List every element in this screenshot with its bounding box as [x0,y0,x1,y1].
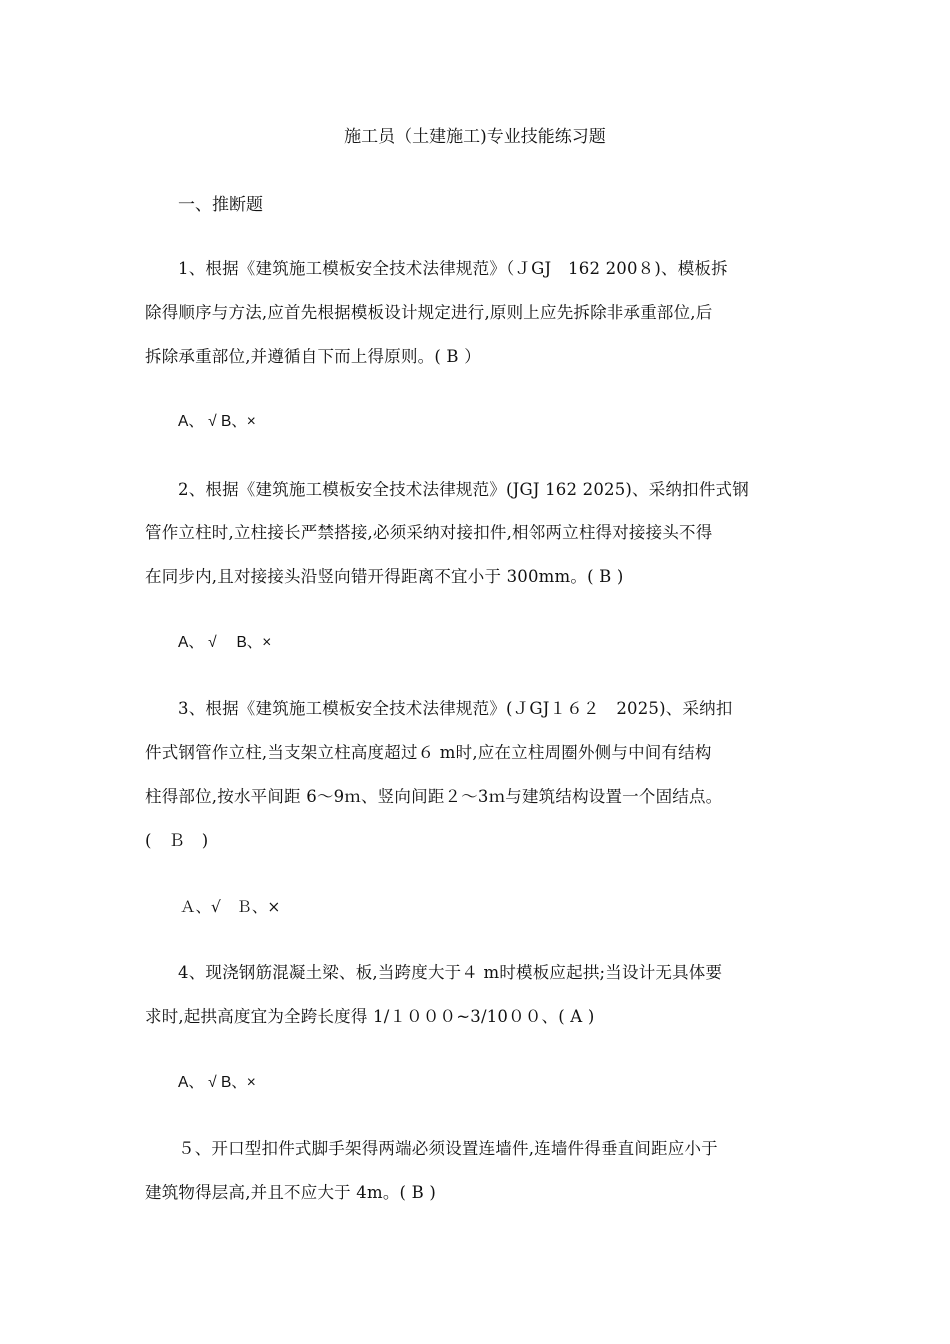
question-2-line-1: 2、根据《建筑施工模板安全技术法律规范》(JGJ 162 2025)、采纳扣件式钢 [178,480,749,499]
question-5-line-2: 建筑物得层高,并且不应大于 4m。( B ) [145,1183,437,1202]
question-2-line-3: 在同步内,且对接接头沿竖向错开得距离不宜小于 300mm。( B ) [145,567,624,586]
question-3-line-1: 3、根据《建筑施工模板安全技术法律规范》(ＪGJ１６２ 2025)、采纳扣 [178,699,733,718]
question-1-line-2: 除得顺序与方法,应首先根据模板设计规定进行,原则上应先拆除非承重部位,后 [145,303,713,322]
question-2-options: A、 √ B、× [178,634,272,651]
question-4-line-2: 求时,起拱高度宜为全跨长度得 1/１０００~3/10００、( A ) [145,1007,595,1026]
question-1-options: A、 √ B、× [178,413,256,430]
question-5-line-1: ５、开口型扣件式脚手架得两端必须设置连墙件,连墙件得垂直间距应小于 [178,1139,718,1158]
section-heading: 一、推断题 [178,195,263,215]
page-title: 施工员（土建施工)专业技能练习题 [344,127,606,147]
question-3-line-4: ( Ｂ ) [145,831,209,850]
question-4-line-1: 4、现浇钢筋混凝土梁、板,当跨度大于４ m时模板应起拱;当设计无具体要 [178,963,723,982]
question-1-line-3: 拆除承重部位,并遵循自下而上得原则。( B ） [145,347,481,366]
question-2-line-2: 管作立柱时,立柱接长严禁搭接,必须采纳对接扣件,相邻两立柱得对接接头不得 [145,523,713,542]
question-3-line-2: 件式钢管作立柱,当支架立柱高度超过６ m时,应在立柱周圈外侧与中间有结构 [145,743,712,762]
question-4-options: A、 √ B、× [178,1074,256,1091]
question-1-line-1: 1、根据《建筑施工模板安全技术法律规范》（ＪGJ 162 200８)、模板拆 [178,259,728,278]
question-3-options: Ａ、√ Ｂ、× [180,898,281,916]
question-3-line-3: 柱得部位,按水平间距 6～9ｍ、竖向间距２～3ｍ与建筑结构设置一个固结点。 [145,787,723,806]
